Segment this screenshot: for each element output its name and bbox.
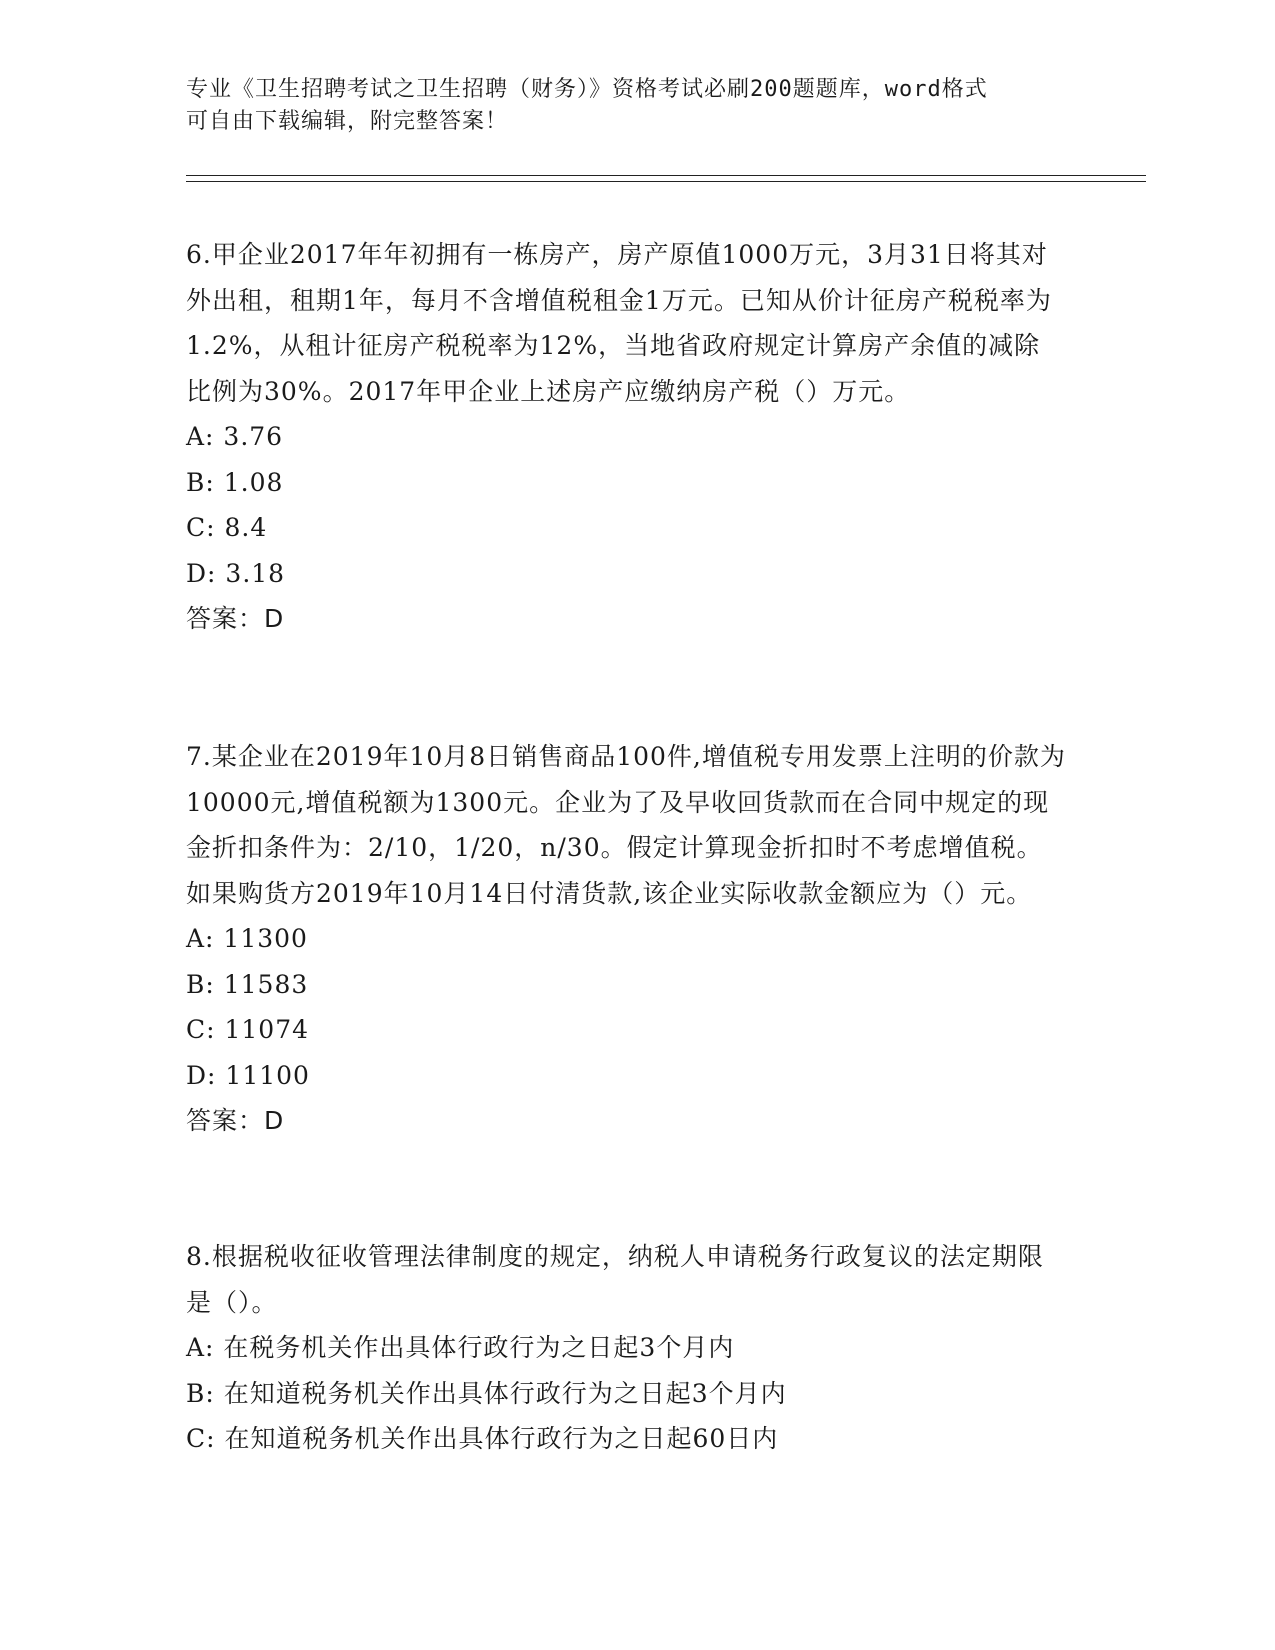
option-b: B: 11583 <box>186 969 309 999</box>
question-text: 7.某企业在2019年10月8日销售商品100件,增值税专用发票上注明的价款为10000元,增值税额为1300元。企业为了及早收回货款而在合同中规定的现金折扣条件为：2/10，1/20，n/30。假定计算现金折扣时不考虑增值税。如果购货方2019年10月14日付清货款,该企业实际收款金额应为（）元。 <box>186 742 1066 908</box>
answer: 答案：D <box>186 604 285 633</box>
option-b: B: 1.08 <box>186 467 284 497</box>
header-line-2: 可自由下载编辑，附完整答案！ <box>186 109 509 134</box>
option-c: C: 11074 <box>186 1015 310 1044</box>
question-6 <box>186 232 1066 642</box>
answer: 答案：D <box>186 1106 285 1135</box>
option-d: D: 11100 <box>186 1060 310 1090</box>
option-a: A: 11300 <box>186 924 308 953</box>
option-d: D: 3.18 <box>186 558 286 588</box>
question-7 <box>186 734 1066 1144</box>
option-c: C: 在知道税务机关作出具体行政行为之日起60日内 <box>186 1424 779 1453</box>
option-a: A: 在税务机关作出具体行政行为之日起3个月内 <box>186 1333 735 1362</box>
header-divider-bottom <box>186 181 1146 182</box>
header-divider-top <box>186 175 1146 176</box>
option-a: A: 3.76 <box>186 422 284 451</box>
option-c: C: 8.4 <box>186 513 268 542</box>
question-text: 6.甲企业2017年年初拥有一栋房产，房产原值1000万元，3月31日将其对外出租，租期1年，每月不含增值税租金1万元。已知从价计征房产税税率为1.2%，从租计征房产税税率为12%，当地省政府规定计算房产余值的减除比例为30%。2017年甲企业上述房产应缴纳房产税（）万元。 <box>186 240 1052 406</box>
option-b: B: 在知道税务机关作出具体行政行为之日起3个月内 <box>186 1378 787 1408</box>
question-8 <box>186 1234 1066 1462</box>
question-text: 8.根据税收征收管理法律制度的规定，纳税人申请税务行政复议的法定期限是（）。 <box>186 1242 1044 1317</box>
document-header <box>186 74 1066 138</box>
header-line-1: 专业《卫生招聘考试之卫生招聘（财务）》资格考试必刷200题题库，word格式 <box>186 77 988 102</box>
